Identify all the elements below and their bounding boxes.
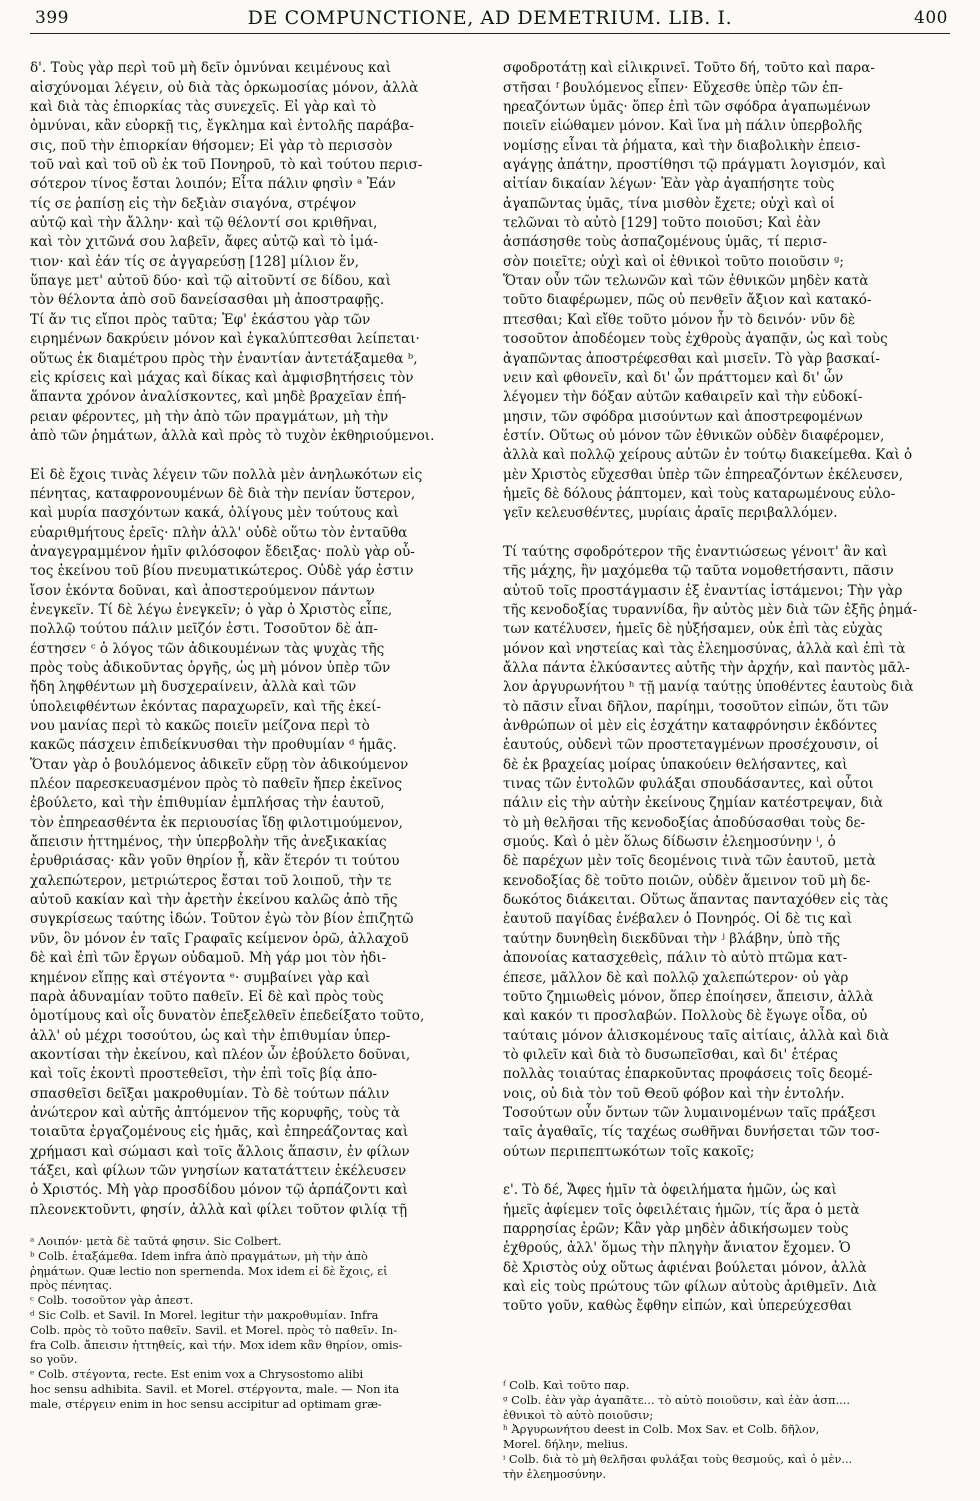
page-number-right: 400 <box>914 8 948 28</box>
right-column-text <box>503 40 949 1336</box>
right-column <box>503 40 949 1336</box>
paragraph: Εἰ δὲ ἔχοις τινὰς λέγειν τῶν πολλὰ μὲν ἀνηλωκότων εἰς πένητας, καταφρονουμένων δὲ διὰ τὴν πενίαν ὕστερον, καὶ μυρία πασχόντων κακά, ὀλίγους μὲν τούτους καὶ εὐαριθμήτους ἐρεῖς· πλὴν ἀλλ' οὐδὲ οὕτω τὸν ἐνταῦθα ἀναγεγραμμένον ἡμῖν φιλόσοφον ἔδειξας· πολὺ γὰρ οὗ- τος ἐκείνου τοῦ βίου πνευματικώτερος. Οὐδὲ γάρ ἐστιν ἴσον ἑκόντα δοῦναι, καὶ ἀποστερούμενον πάντων ἐνεγκεῖν. Τί δὲ λέγω ἐνεγκεῖν; ὁ γὰρ ὁ Χριστὸς εἶπε, πολλῷ τούτου πάλιν μεῖζόν ἐστι. Τοσοῦτον δὲ ἀπ- έστησεν ᶜ ὁ λόγος τῶν ἀδικουμένων τὰς ψυχὰς τῆς πρὸς τοὺς ἀδικοῦντας ὀργῆς, ὡς μὴ μόνον ὑπὲρ τῶν ἤδη ληφθέντων μὴ δυσχεραίνειν, ἀλλὰ καὶ τῶν ὑπολειφθέντων ἑκόντας παραχωρεῖν, καὶ τῆς ἐκεί- νου μανίας περὶ τὸ κακῶς ποιεῖν μείζονα περὶ τὸ κακῶς πάσχειν ἐπιδείκνυσθαι τὴν προθυμίαν ᵈ ἡμᾶς. Ὅταν γὰρ ὁ βουλόμενος ἀδικεῖν εὕρῃ τὸν ἀδικούμενον πλέον παρεσκευασμένον πρὸς τὸ παθεῖν ἤπερ ἐκεῖνος ἐβούλετο, καὶ τὴν ἐπιθυμίαν ἐμπλήσας τὴν ἑαυτοῦ, τὸν ἐπηρεασθέντα ἐκ περιουσίας ἴδῃ φιλοτιμούμενον, ἄπεισιν ἡττημένος, τὴν ὑπερβολὴν τῆς ἀνεξικακίας ἐρυθριάσας· κἂν γοῦν θηρίον ᾖ, κἂν ἕτερόν τι τούτου χαλεπώτερον, μετριώτερος ἔσται τοῦ λοιποῦ, τὴν τε αὐτοῦ κακίαν καὶ τὴν ἀρετὴν ἐκείνου καλῶς ἀπὸ τῆς συγκρίσεως ταύτης ἰδών. Τοῦτον ἐγὼ τὸν βίον ἐπιζητῶ νῦν, ὃν μόνον ἐν ταῖς Γραφαῖς κείμενον ὁρῶ, ἀλλαχοῦ δὲ καὶ ἐπὶ τῶν ἔργων οὐδαμοῦ. Μὴ γάρ μοι τὸν ἠδι- κημένον εἴπῃς καὶ στέγοντα ᵉ· συμβαίνει γὰρ καὶ παρὰ ἀδυναμίαν τοῦτο παθεῖν. Εἰ δὲ καὶ πρὸς τοὺς ὁμοτίμους καὶ οἷς δυνατὸν ἐπεξελθεῖν ἐπεδείξατο τοῦτο, ἀλλ' οὐ μέχρι τοσούτου, ὡς καὶ τὴν ἐπιθυμίαν ὑπερ- ακοντίσαι τὴν ἐκείνου, καὶ πλέον ὧν ἐβούλετο δοῦναι, καὶ τοῖς ἑκοντὶ προστεθεῖσι, τὴν ἐπὶ τοῖς βίᾳ ἀπο- σπασθεῖσι δεῖξαι μακροθυμίαν. Τὸ δὲ τούτων πάλιν ἀνώτερον καὶ αὐτῆς ἁπτόμενον τῆς κορυφῆς, τοὺς τὰ τοιαῦτα ἐργαζομένους εἰς ἡμᾶς, καὶ ἐπηρεάζοντας καὶ χρήμασι καὶ σώμασι καὶ τοῖς ἄλλοις ἅπασιν, ἐν φίλων τάξει, καὶ φίλων τῶν γνησίων κατατάττειν ἐκέλευσεν ὁ Χριστός. Μὴ γὰρ προσδίδου μόνον τῷ ἁρπάζοντι καὶ πλεονεκτοῦντι, φησίν, ἀλλὰ καὶ φίλει τοῦτον φιλίᾳ τῇ <box>30 466 425 1218</box>
paragraph: ε'. Τὸ δέ, Ἄφες ἡμῖν τὰ ὀφειλήματα ἡμῶν, ὡς καὶ ἡμεῖς ἀφίεμεν τοῖς ὀφειλέταις ἡμῶν, τίς ἄρα ὁ μετὰ παρρησίας ἐρῶν; Κἂν γὰρ μηδὲν ἀδικήσωμεν τοὺς ἐχθρούς, ἀλλ' ὅμως τὴν πληγὴν ἄνιατον ἔχομεν. Ὁ δὲ Χριστὸς οὐχ οὕτως ἀφιέναι βούλεται μόνον, ἀλλὰ καὶ εἰς τοὺς πρώτους τῶν φίλων αὐτοὺς ἀριθμεῖν. Διὰ τοῦτο γοῦν, καθὼς ἔφθην εἰπών, καὶ ὑπερεύχεσθαι <box>503 1182 877 1315</box>
left-column <box>30 40 480 1239</box>
paragraph: Τί ταύτης σφοδρότερον τῆς ἐναντιώσεως γένοιτ' ἂν καὶ τῆς μάχης, ἣν μαχόμεθα τῷ ταῦτα νομοθετήσαντι, πᾶσιν αὐτοῦ τοῖς προστάγμασιν ἐξ ἐναντίας ἱστάμενοι; Τὴν γὰρ τῆς κενοδοξίας τυραννίδα, ἣν αὐτὸς μὲν διὰ τῶν ἐξῆς ῥημά- των κατέλυσεν, ἡμεῖς δὲ ηὐξήσαμεν, οὐκ ἐπὶ τὰς εὐχὰς μόνον καὶ νηστείας καὶ τὰς ἐλεημοσύνας, ἀλλὰ καὶ ἐπὶ τὰ ἄλλα πάντα ἑλκύσαντες αὐτῆς τὴν ἀρχήν, καὶ παντὸς μᾶλ- λον ἀργυρωνήτου ʰ τῇ μανίᾳ ταύτῃς ὑποθέντες ἑαυτοὺς διὰ τὸ πᾶσιν εἶναι δῆλον, παρίημι, τοσοῦτον εἰπών, ὅτι τῶν ἀνθρώπων οἱ μὲν εἰς ἐσχάτην καταφρόνησιν ἐκδόντες ἑαυτούς, οὐδενὶ τῶν προστεταγμένων προσέχουσιν, οἱ δὲ ἐκ βραχείας μοίρας ὑπακούειν θελήσαντες, καὶ τινας τῶν ἐντολῶν φυλάξαι σπουδάσαντες, καὶ οὗτοι πάλιν εἰς τὴν αὐτὴν ἐκείνους ζημίαν κατέστρεψαν, διὰ τὸ μὴ θελῆσαι τῆς κενοδοξίας ἀποδύσασθαι τοὺς δε- σμούς. Καὶ ὁ μὲν ὅλως δίδωσιν ἐλεημοσύνην ⁱ, ὁ δὲ παρέχων μὲν τοῖς δεομένοις τινὰ τῶν ἑαυτοῦ, μετὰ κενοδοξίας δὲ τοῦτο ποιῶν, οὐδὲν ἄμεινον τοῦ μὴ δε- δωκότος διάκειται. Οὕτως ἅπαντας πανταχόθεν εἰς τὰς ἑαυτοῦ παγίδας ἐνέβαλεν ὁ Πονηρός. Οἱ δὲ τις καὶ ταύτην δυνηθεὶη διεκδῦναι τὴν ʲ βλάβην, ὑπὸ τῆς ἀπονοίας κατασχεθεὶς, πάλιν τὸ αὐτὸ πτῶμα κατ- έπεσε, μᾶλλον δὲ καὶ πολλῷ χαλεπώτερον· οὐ γὰρ τοῦτο ζημιωθεὶς μόνον, ὅπερ ἐποίησεν, ἄπεισιν, ἀλλὰ καὶ κακόν τι προσλαβών. Πολλοὺς δὲ ἔγωγε οἶδα, οὐ ταύταις μόνον ἁλισκομένους ταῖς αἰτίαις, ἀλλὰ καὶ διὰ τὸ φιλεῖν καὶ διὰ τὸ δυσωπεῖσθαι, καὶ δι' ἑτέρας πολλὰς τοιαύτας ἐπαρκοῦντας προφάσεις τοῖς δεομέ- νοις, οὐ διὰ τὸν τοῦ Θεοῦ φόβον καὶ τὴν ἐντολήν. Τοσούτων οὖν ὄντων τῶν λυμαινομένων ταῖς πράξεσι ταῖς ἀγαθαῖς, τίς ταχέως σωθῆναι δυνήσεται τῶν τοσ- ούτων περιπεπτωκότων τοῖς κακοῖς; <box>503 543 918 1160</box>
page-header <box>0 0 980 34</box>
left-column-text <box>30 40 480 1239</box>
paragraph: σφοδροτάτῃ καὶ εἰλικρινεῖ. Τοῦτο δή, τοῦτο καὶ παρα- στῆσαι ᶠ βουλόμενος εἶπεν· Εὔχεσθε ὑπὲρ τῶν ἐπ- ηρεαζόντων ὑμᾶς· ὅπερ ἐπὶ τῶν σφόδρα ἀγαπωμένων ποιεῖν εἰώθαμεν μόνον. Καὶ ἵνα μὴ πάλιν ὑπερβολῆς νομίσῃς εἶναι τὰ ῥήματα, καὶ τὴν διαβολικὴν ἐπεισ- αγάγῃς ἀπάτην, προστίθησι τῷ πράγματι λογισμόν, καὶ αἰτίαν δικαίαν λέγων· Ἐὰν γὰρ ἀγαπήσητε τοὺς ἀγαπῶντας ὑμᾶς, τίνα μισθὸν ἔχετε; οὐχὶ καὶ οἱ τελῶναι τὸ αὐτὸ [129] τοῦτο ποιοῦσι; Καὶ ἐὰν ἀσπάσησθε τοὺς ἀσπαζομένους ὑμᾶς, τί περισ- σὸν ποιεῖτε; οὐχὶ καὶ οἱ ἐθνικοὶ τοῦτο ποιοῦσιν ᵍ; Ὅταν οὖν τῶν τελωνῶν καὶ τῶν ἐθνικῶν μηδὲν κατὰ τοῦτο διαφέρωμεν, πῶς οὐ πενθεῖν ἄξιον καὶ κατακό- πτεσθαι; Καὶ εἴθε τοῦτο μόνον ἦν τὸ δεινόν· νῦν δὲ τοσοῦτον ἀποδέομεν τοὺς ἐχθροὺς ἀγαπᾷν, ὡς καὶ τοὺς ἀγαπῶντας ἀποστρέφεσθαι καὶ μισεῖν. Τὸ γὰρ βασκαί- νειν καὶ φθονεῖν, καὶ δι' ὧν πράττομεν καὶ δι' ὧν λέγομεν τὴν δόξαν αὐτῶν καθαιρεῖν καὶ τὴν εὐδοκί- μησιν, τῶν σφόδρα μισούντων καὶ ἀποστρεφομένων ἐστίν. Οὕτως οὐ μόνον τῶν ἐθνικῶν οὐδὲν διαφέρομεν, ἀλλὰ καὶ πολλῷ χείρους αὐτῶν ἐν τούτῳ διακείμεθα. Καὶ ὁ μὲν Χριστὸς εὔχεσθαι ὑπὲρ τῶν ἐπηρεαζόντων ἐκέλευσεν, ἡμεῖς δὲ δόλους ῥάπτομεν, καὶ τοὺς καταρωμένους εὐλο- γεῖν κελευσθέντες, μυρίαις ἀραῖς περιβαλλόμεν. <box>503 60 913 522</box>
page-number-left: 399 <box>35 8 69 28</box>
footnotes: ᵃ Λοιπόν· μετὰ δὲ ταῦτά φησιν. Sic Colbert. ᵇ Colb. ἐταξάμεθα. Idem infra ἀπὸ πραγμάτων, μὴ τὴν ἀπὸ ῥημάτων. Quæ lectio non spernenda. Mox idem εἰ δὲ ἔχοις, εἰ πρὸς πένητας. ᶜ Colb. τοσοῦτον γὰρ ἀπεστ. ᵈ Sic Colb. et Savil. In Morel. legitur τὴν μακροθυμίαν. Infra Colb. πρὸς τὸ τοῦτο παθεῖν. Savil. et Morel. πρὸς τὸ παθεῖν. In- fra Colb. ἄπεισιν ἡττηθείς, καὶ τήν. Mox idem κἂν θηρίον, omis- so γοῦν. ᵉ Colb. στέγοντα, recte. Est enim vox a Chrysostomo alibi hoc sensu adhibita. Savil. et Morel. στέργοντα, male. — Non ita male, στέργειν enim in hoc sensu accipitur ad optimam græ- <box>30 1234 403 1411</box>
header-rule <box>30 33 950 34</box>
paragraph: δ'. Τοὺς γὰρ περὶ τοῦ μὴ δεῖν ὀμνύναι κειμένους καὶ αἰσχύνομαι λέγειν, οὐ διὰ τὰς ὁρκωμοσίας μόνον, ἀλλὰ καὶ διὰ τὰς ἐπιορκίας τὰς συνεχεῖς. Εἰ γὰρ καὶ τὸ ὀμνύναι, κἂν εὐορκῇ τις, ἔγκλημα καὶ ἐντολῆς παράβα- σις, ποῦ τὴν ἐπιορκίαν θήσομεν; Εἰ γὰρ τὸ περισσὸν τοῦ ναὶ καὶ τοῦ οὒ ἐκ τοῦ Πονηροῦ, τὸ καὶ τούτου περισ- σότερον τίνος ἔσται λοιπόν; Εἶτα πάλιν φησὶν ᵃ Ἐάν τίς σε ῥαπίσῃ εἰς τὴν δεξιὰν σιαγόνα, στρέψον αὐτῷ καὶ τὴν ἄλλην· καὶ τῷ θέλοντί σοι κριθῆναι, καὶ τὸν χιτῶνά σου λαβεῖν, ἄφες αὐτῷ καὶ τὸ ἱμά- τιον· καὶ ἐάν τίς σε ἀγγαρεύσῃ [128] μίλιον ἕν, ὕπαγε μετ' αὐτοῦ δύο· καὶ τῷ αἰτοῦντί σε δίδου, καὶ τὸν θέλοντα ἀπὸ σοῦ δανείσασθαι μὴ ἀποστραφῇς. Τί ἄν τις εἴποι πρὸς ταῦτα; Ἐφ' ἑκάστου γὰρ τῶν ειρημένων δακρύειν μόνον καὶ ἐγκαλύπτεσθαι λείπεται· οὕτως ἐκ διαμέτρου πρὸς τὴν ἐναντίαν ἀντετάξαμεθα ᵇ, εἰς κρίσεις καὶ μάχας καὶ δίκας καὶ ἀμφισβητήσεις τὸν ἅπαντα χρόνον ἀναλίσκοντες, καὶ μηδὲ βραχεῖαν ἐπή- ρειαν φέροντες, μὴ τὴν ἀπὸ τῶν πραγμάτων, μὴ τὴν ἀπὸ τῶν ῥημάτων, ἀλλὰ καὶ πρὸς τὸ τυχὸν ἐκθηριούμενοι. <box>30 60 435 444</box>
right-footnotes-block <box>503 1378 949 1482</box>
running-title: DE COMPUNCTIONE, AD DEMETRIUM. LIB. I. <box>247 7 733 29</box>
footnotes: ᶠ Colb. Καὶ τοῦτο παρ. ᵍ Colb. ἐὰν γὰρ ἀγαπᾶτε... τὸ αὐτὸ ποιοῦσιν, καὶ ἐὰν ἀσπ.... ἐθνικοὶ τὸ αὐτὸ ποιοῦσιν; ʰ Ἀργυρωνήτου deest in Colb. Mox Sav. et Colb. δῆλον, Morel. δήλην, melius. ⁱ Colb. διὰ τὸ μὴ θελῆσαι φυλάξαι τοὺς θεσμούς, καὶ ὁ μὲν... τὴν ἐλεημοσύνην. <box>503 1378 853 1481</box>
left-footnotes-block <box>30 1234 480 1412</box>
